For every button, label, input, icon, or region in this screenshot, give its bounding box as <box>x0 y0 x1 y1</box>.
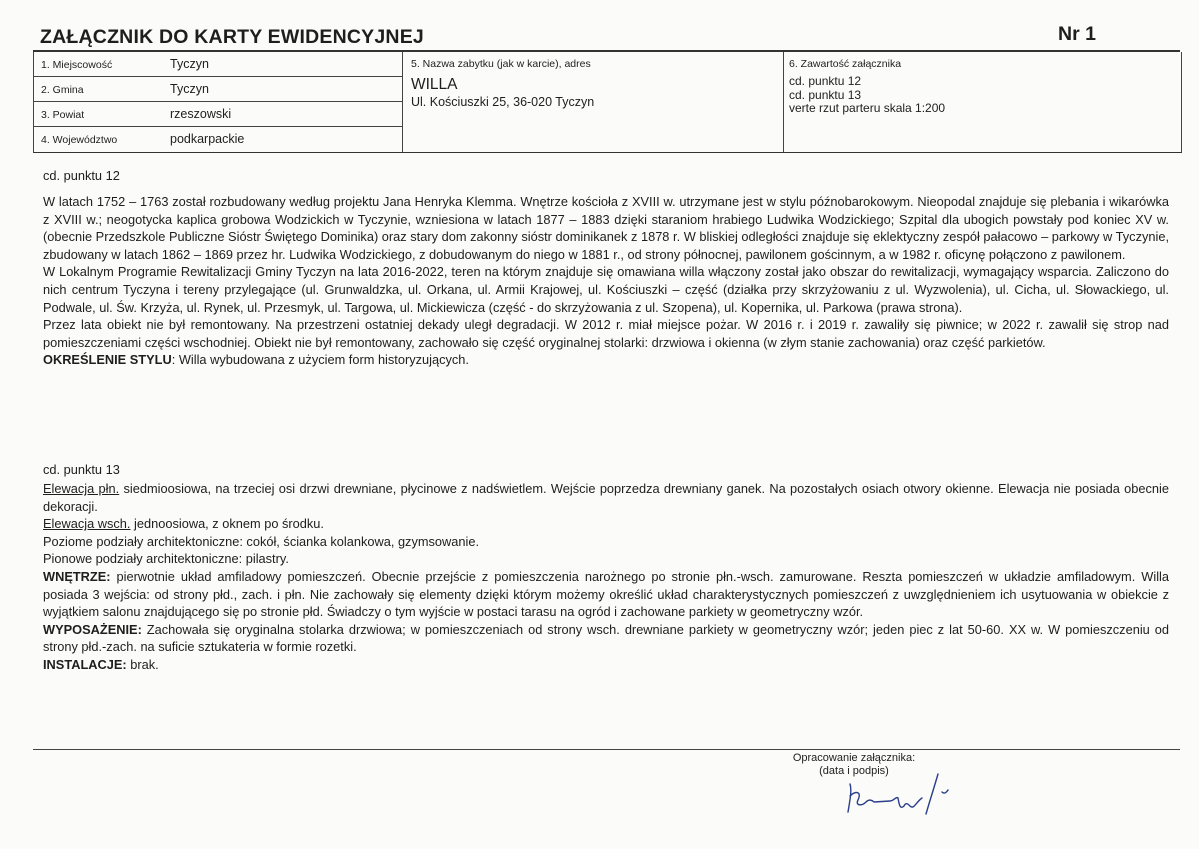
location-row <box>34 102 402 127</box>
monument-address: Ul. Kościuszki 25, 36-020 Tyczyn <box>411 95 595 109</box>
date-sign-label: (data i podpis) <box>819 764 889 777</box>
registry-info-table <box>33 52 1182 153</box>
contents-list <box>789 75 945 116</box>
location-label: 1. Miejscowość <box>41 59 113 71</box>
interior-text: pierwotnie układ amfiladowy pomieszczeń. Obecnie przejście z pomieszczenia narożnego po stronie płn.-wsch. zamurowane. Reszta pomieszczeń w układzie amfiladowym. Willa posiada 3 wejścia: od strony płd., zach. i płn. Nie zachowały się elementy dzięki którym możemy określić układ charakterystycznych pomieszczeń z uwzględnieniem ich usytuowania w obiekcie z wyjątkiem salonu znajdującego się po stronie płd. Świadczy o tym wyjście w postaci tarasu na ogród i zachowane parkiety w geometryczny wzór. <box>43 568 1169 620</box>
paragraph: Przez lata obiekt nie był remontowany. Na przestrzeni ostatniej dekady uległ degradacji. W 2012 r. miał miejsce pożar. W 2016 r. i 2019 r. zawaliły się piwnice; w 2022 r. zawalił się strop nad pomieszczeniami części wschodniej. Obiekt nie był remontowany, zachowało się część oryginalnej stolarki: drzwiowa i okienna (w złym stanie zachowania) oraz część parkietów. <box>43 317 1169 350</box>
elevation-east-paragraph <box>43 515 1169 533</box>
elevation-east-label: Elewacja wsch. <box>43 516 131 532</box>
prepared-label: Opracowanie załącznika: <box>792 752 916 764</box>
contents-item: cd. punktu 13 <box>789 87 862 102</box>
style-paragraph <box>43 351 1169 369</box>
section-13-body <box>43 480 1169 674</box>
handwritten-signature <box>842 760 962 822</box>
elevation-north-paragraph <box>43 480 1169 515</box>
elevation-north-label: Elewacja płn. <box>43 481 120 496</box>
location-column <box>34 52 403 152</box>
location-value: rzeszowski <box>170 107 232 121</box>
contents-label: 6. Zawartość załącznika <box>789 58 902 70</box>
section-13-heading: cd. punktu 13 <box>43 462 120 477</box>
location-value: Tyczyn <box>170 82 209 96</box>
equipment-text: Zachowała się oryginalna stolarka drzwiowa; w pomieszczeniach od strony wsch. drewniane parkiety w geometryczny wzór; jeden piec z lat 50-60. XX w. W pomieszczeniu od strony płd.-zach. na suficie sztukateria w formie rozetki. <box>43 621 1169 655</box>
location-row <box>34 127 402 151</box>
monument-label: 5. Nazwa zabytku (jak w karcie), adres <box>411 58 591 70</box>
installations-label: INSTALACJE: <box>43 656 127 672</box>
interior-paragraph <box>43 568 1169 621</box>
location-label: 3. Powiat <box>41 109 85 121</box>
paragraph: W Lokalnym Programie Rewitalizacji Gminy Tyczyn na lata 2016-2022, teren na którym znajduje się omawiana willa włączony został jako obszar do rewitalizacji, wymagający wsparcia. Zaliczono do nich centrum Tyczyna i tereny przylegające (ul. Grunwaldzka, ul. Orkana, ul. Armii Krajowej, ul. Kościuszki – część (działka przy skrzyżowaniu z ul. Wyzwolenia), ul. Cicha, ul. Słowackiego, ul. Podwale, ul. Św. Krzyża, ul. Rynek, ul. Przesmyk, ul. Targowa, ul. Mickiewicza (część - do skrzyżowania z ul. Szopena), ul. Kopernika, ul. Parkowa (prawa strona). <box>43 264 1169 315</box>
horizontal-divisions: Poziome podziały architektoniczne: cokół, ścianka kolankowa, gzymsowanie. <box>43 533 480 549</box>
monument-column <box>402 52 784 152</box>
elevation-east-text: jednoosiowa, z oknem po środku. <box>130 516 324 532</box>
equipment-label: WYPOSAŻENIE: <box>43 621 142 637</box>
location-row <box>34 77 402 102</box>
location-label: 4. Województwo <box>41 134 118 146</box>
document-title: ZAŁĄCZNIK DO KARTY EWIDENCYJNEJ <box>40 26 424 48</box>
installations-paragraph <box>43 656 1169 674</box>
equipment-paragraph <box>43 621 1169 656</box>
contents-column <box>783 52 1180 152</box>
location-value: podkarpackie <box>170 132 245 146</box>
section-12-body <box>43 193 1169 369</box>
contents-item: cd. punktu 12 <box>789 74 862 88</box>
style-text: : Willa wybudowana z użyciem form historyzujących. <box>171 352 469 368</box>
location-row <box>34 52 402 77</box>
attachment-number: Nr 1 <box>1058 23 1096 45</box>
contents-item: verte rzut parteru skala 1:200 <box>789 101 946 115</box>
monument-name: WILLA <box>411 76 458 93</box>
installations-text: brak. <box>126 656 159 672</box>
elevation-north-text: siedmioosiowa, na trzeciej osi drzwi drewniane, płycinowe z nadświetlem. Wejście poprzedza drewniany ganek. Na pozostałych osiach otwory okienne. Elewacja nie posiada obecnie dekoracji. <box>43 481 1169 514</box>
location-label: 2. Gmina <box>41 84 84 96</box>
location-value: Tyczyn <box>170 57 209 71</box>
vertical-divisions: Pionowe podziały architektoniczne: pilastry. <box>43 551 289 567</box>
interior-label: WNĘTRZE: <box>43 568 111 584</box>
style-label: OKREŚLENIE STYLU <box>43 352 172 368</box>
footer-divider <box>33 749 1180 750</box>
paragraph: W latach 1752 – 1763 został rozbudowany według projektu Jana Henryka Klemma. Wnętrze kościoła z XVIII w. utrzymane jest w stylu późnobarokowym. Nieopodal znajduje się plebania i wikarówka z XVIII w.; neogotycka kaplica grobowa Wodzickich w Tyczynie, wzniesiona w latach 1877 – 1883 dzięki staraniom hrabiego Ludwika Wodzickiego; Szpital dla ubogich powstały pod koniec XV w. (obecnie Przedszkole Publiczne Sióstr Świętego Dominika) oraz stary dom zakonny sióstr dominikanek z 1878 r. W bliskiej odległości znajduje się eklektyczny zespół pałacowo – parkowy w Tyczynie, zbudowany w latach 1862 – 1869 przez hr. Ludwika Wodzickiego, z dobudowanym do niego w 1881 r., od strony północnej, pawilonem gościnnym, a w 1982 r. oficynę połączono z pawilonem. <box>43 194 1169 262</box>
section-12-heading: cd. punktu 12 <box>43 168 120 183</box>
